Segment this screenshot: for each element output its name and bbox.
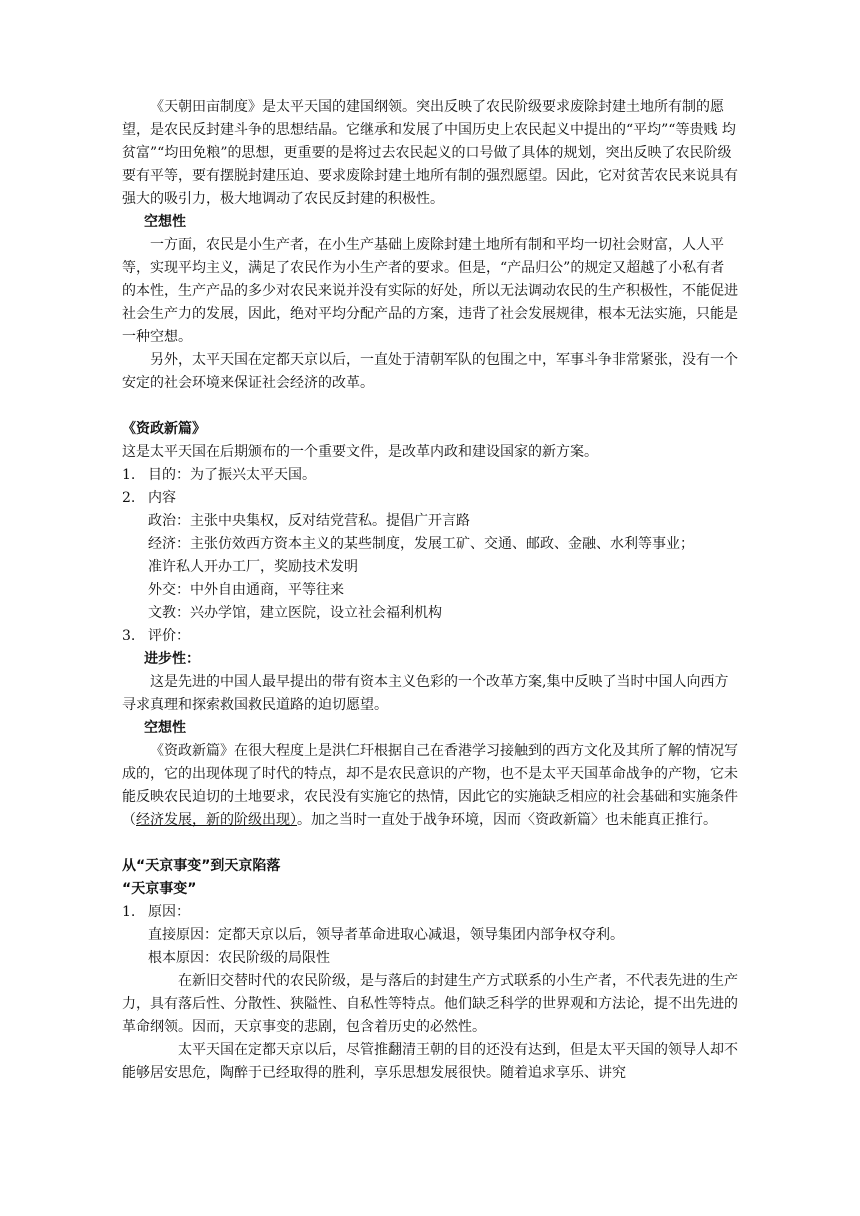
list-number: 1.	[122, 904, 136, 920]
paragraph-zizheng-intro: 这是太平天国在后期颁布的一个重要文件，是改革内政和建设国家的新方案。	[122, 444, 598, 460]
utopian-text-b: 。加之当时一直处于战争环境，因而〈资政新篇〉也未能真正推行。	[297, 812, 717, 828]
utopian-text-a: 《资政新篇》在很大程度上是洪仁玕根据自己在香港学习接触到的西方文化及其所了解的情况写成的，它的出现体现了时代的特点，却不是农民意识的产物，也不是太平天国革命战争的产物，它未能反映农民迫切的土地要求，农民没有实施它的热情，因此它的实施缺乏相应的社会基础和实施条件（	[122, 743, 738, 828]
paragraph-progressive: 这是先进的中国人最早提出的带有资本主义色彩的一个改革方案,集中反映了当时中国人向西方寻求真理和探索救国救民道路的迫切愿望。	[122, 674, 729, 713]
content-economy-cont: 准许私人开办工厂，奖励技术发明	[148, 559, 358, 575]
document-page	[122, 96, 738, 1085]
heading-utopian-2: 空想性	[144, 720, 186, 736]
subtitle-tianjing-incident: “天京事变”	[122, 881, 197, 897]
list-text: 内容	[148, 490, 176, 506]
list-number: 2.	[122, 490, 136, 506]
list-number: 3.	[122, 628, 136, 644]
list-item-cause	[122, 901, 738, 924]
heading-utopian-1: 空想性	[144, 214, 186, 230]
content-economy: 经济：主张仿效西方资本主义的某些制度，发展工矿、交通、邮政、金融、水利等事业；	[148, 536, 694, 552]
paragraph-utopian-1: 一方面，农民是小生产者，在小生产基础上废除封建土地所有制和平均一切社会财富，人人平等，实现平均主义，满足了农民作为小生产者的要求。但是，“产品归公”的规定又超越了小私有者的本性，生产产品的多少对农民来说并没有实际的好处，所以无法调动农民的生产积极性，不能促进社会生产力的发展，因此，绝对平均分配产品的方案，违背了社会发展规律，根本无法实施，只能是一种空想。	[122, 237, 738, 345]
heading-progressive: 进步性：	[144, 651, 200, 667]
cause-direct: 直接原因：定都天京以后，领导者革命进取心减退，领导集团内部争权夺利。	[148, 927, 624, 943]
list-item-evaluation	[122, 625, 738, 648]
list-item-content	[122, 487, 738, 510]
section-title-tianjing: 从“天京事变”到天京陷落	[122, 858, 281, 874]
paragraph-utopian-2	[122, 740, 738, 832]
utopian-underlined: 经济发展，新的阶级出现）	[136, 812, 297, 828]
cause-root: 根本原因：农民阶级的局限性	[148, 950, 330, 966]
paragraph-leadership: 太平天国在定都天京以后，尽管推翻清王朝的目的还没有达到，但是太平天国的领导人却不能够居安思危，陶醉于已经取得的胜利，享乐思想发展很快。随着追求享乐、讲究	[122, 1042, 738, 1081]
list-text: 目的：为了振兴太平天国。	[148, 467, 316, 483]
list-item-purpose	[122, 464, 738, 487]
list-text: 原因：	[148, 904, 190, 920]
list-number: 1.	[122, 467, 136, 483]
content-culture: 文教：兴办学馆，建立医院，设立社会福利机构	[148, 605, 442, 621]
paragraph-military: 另外，太平天国在定都天京以后，一直处于清朝军队的包围之中，军事斗争非常紧张，没有一个安定的社会环境来保证社会经济的改革。	[122, 352, 738, 391]
list-text: 评价：	[148, 628, 190, 644]
paragraph-peasant-class: 在新旧交替时代的农民阶级，是与落后的封建生产方式联系的小生产者，不代表先进的生产力，具有落后性、分散性、狭隘性、自私性等特点。他们缺乏科学的世界观和方法论，提不出先进的革命纲领。因而，天京事变的悲剧，包含着历史的必然性。	[122, 973, 738, 1035]
content-diplomacy: 外交：中外自由通商，平等往来	[148, 582, 344, 598]
paragraph-land-system: 《天朝田亩制度》是太平天国的建国纲领。突出反映了农民阶级要求废除封建土地所有制的愿望，是农民反封建斗争的思想结晶。它继承和发展了中国历史上农民起义中提出的“平均”“等贵贱 均贫富”“均田免粮”的思想，更重要的是将过去农民起义的口号做了具体的规划，突出反映了农民阶级要有平等，要有摆脱封建压迫、要求废除封建土地所有制的强烈愿望。因此，它对贫苦农民来说具有强大的吸引力，极大地调动了农民反封建的积极性。	[122, 99, 738, 207]
content-politics: 政治：主张中央集权，反对结党营私。提倡广开言路	[148, 513, 470, 529]
section-title-zizheng: 《资政新篇》	[122, 421, 206, 437]
